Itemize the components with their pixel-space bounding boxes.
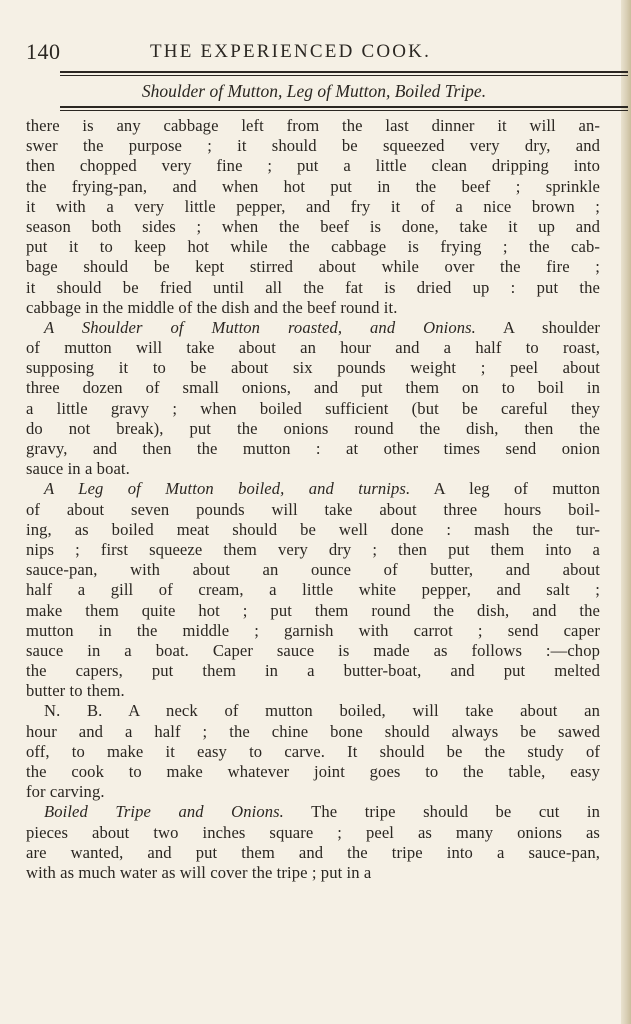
text-line [26, 661, 600, 681]
text-line [26, 378, 600, 398]
line-text: put it to keep hot while the cabbage is frying ; the cab- [26, 237, 600, 257]
line-text: for carving. [26, 782, 105, 802]
text-line [26, 237, 600, 257]
rule-top-thin [60, 75, 628, 76]
line-text: swer the purpose ; it should be squeezed very dry, and [26, 136, 600, 156]
running-title: THE EXPERIENCED COOK. [150, 41, 432, 62]
line-text: nips ; first squeeze them very dry ; then put them into a [26, 539, 600, 559]
text-line [26, 802, 600, 822]
text-line [26, 419, 600, 439]
recipe-heading: A Shoulder of Mutton roasted, and Onions. [44, 317, 476, 337]
text-line [26, 560, 600, 580]
text-line [26, 278, 600, 298]
page-number: 140 [26, 39, 61, 64]
line-text: A shoulder [475, 317, 600, 337]
text-line [26, 156, 600, 176]
line-text: the capers, put them in a butter-boat, and put melted [26, 661, 600, 681]
text-line [26, 762, 600, 782]
rule-bottom-thick [60, 106, 628, 108]
line-text: butter to them. [26, 681, 125, 701]
text-line [26, 479, 600, 499]
text-line [26, 742, 600, 762]
line-text: ing, as boiled meat should be well done : mash the tur- [26, 519, 600, 539]
line-text: gravy, and then the mutton : at other times send onion [26, 439, 600, 458]
recipe-heading: A Leg of Mutton boiled, and turnips. [44, 479, 411, 499]
text-line [26, 257, 600, 277]
line-text: three dozen of small onions, and put them on to boil in [26, 378, 600, 398]
text-line [26, 318, 600, 338]
line-text: mutton in the middle ; garnish with carrot ; send caper [26, 620, 600, 640]
line-text: off, to make it easy to carve. It should be the study of [26, 741, 600, 761]
text-line [26, 177, 600, 197]
line-text: make them quite hot ; put them round the dish, and the [26, 600, 600, 620]
line-text: then chopped very fine ; put a little clean dripping into [26, 156, 600, 176]
line-text: supposing it to be about six pounds weight ; peel about [26, 358, 600, 378]
paragraph [26, 479, 600, 701]
line-text: with as much water as will cover the tripe ; put in a [26, 862, 372, 882]
text-line [26, 823, 600, 843]
text-line [26, 601, 600, 621]
line-text: of about seven pounds will take about three hours boil- [26, 499, 600, 519]
section-title: Shoulder of Mutton, Leg of Mutton, Boiled Tripe. [141, 81, 487, 101]
line-text: The tripe should be cut in [283, 802, 601, 822]
line-text: hour and a half ; the chine bone should always be sawed [26, 721, 600, 741]
line-text: it should be fried until all the fat is dried up : put the [26, 277, 600, 297]
line-text: sauce-pan, with about an ounce of butter, and about [26, 560, 600, 580]
text-line [26, 863, 600, 883]
text-line [26, 843, 600, 863]
text-line [26, 540, 600, 560]
line-text: sauce in a boat. Caper sauce is made as follows :—chop [26, 640, 600, 660]
rule-top-thick [60, 71, 628, 73]
text-line [26, 439, 600, 459]
line-text: of mutton will take about an hour and a half to roast, [26, 338, 600, 358]
text-line [26, 580, 600, 600]
body-text [26, 116, 600, 883]
page-header [26, 39, 596, 65]
line-text: pieces about two inches square ; peel as many onions as [26, 822, 600, 842]
line-text: are wanted, and put them and the tripe into a sauce-pan, [26, 842, 600, 862]
text-line [26, 136, 600, 156]
line-text: a little gravy ; when boiled sufficient (but be careful they [26, 398, 600, 418]
paragraph [26, 802, 600, 883]
paragraph [26, 701, 600, 802]
line-text: the cook to make whatever joint goes to the table, easy [26, 762, 600, 781]
line-text: the frying-pan, and when hot put in the beef ; sprinkle [26, 176, 600, 196]
text-line [26, 681, 600, 701]
line-text: sauce in a boat. [26, 459, 130, 479]
text-line [26, 116, 600, 136]
line-text: it with a very little pepper, and fry it of a nice brown ; [26, 196, 600, 216]
text-line [26, 722, 600, 742]
page-edge [621, 0, 631, 1024]
text-line [26, 782, 600, 802]
line-text: N. B. A neck of mutton boiled, will take about an [44, 701, 600, 721]
line-text: half a gill of cream, a little white pepper, and salt ; [26, 580, 600, 600]
text-line [26, 500, 600, 520]
line-text: there is any cabbage left from the last dinner it will an- [26, 116, 600, 135]
line-text: cabbage in the middle of the dish and the beef round it. [26, 297, 398, 317]
text-line [26, 338, 600, 358]
recipe-heading: Boiled Tripe and Onions. [44, 802, 284, 822]
text-line [26, 621, 600, 641]
text-line [26, 197, 600, 217]
line-text: A leg of mutton [410, 479, 600, 499]
text-line [26, 459, 600, 479]
line-text: bage should be kept stirred about while over the fire ; [26, 257, 600, 277]
text-line [26, 358, 600, 378]
text-line [26, 701, 600, 721]
paragraph [26, 116, 600, 318]
line-text: season both sides ; when the beef is done, take it up and [26, 216, 600, 236]
text-line [26, 399, 600, 419]
text-line [26, 641, 600, 661]
text-line [26, 298, 600, 318]
paragraph [26, 318, 600, 480]
rule-bottom-thin [60, 110, 628, 111]
text-line [26, 520, 600, 540]
text-line [26, 217, 600, 237]
line-text: do not break), put the onions round the dish, then the [26, 418, 600, 438]
